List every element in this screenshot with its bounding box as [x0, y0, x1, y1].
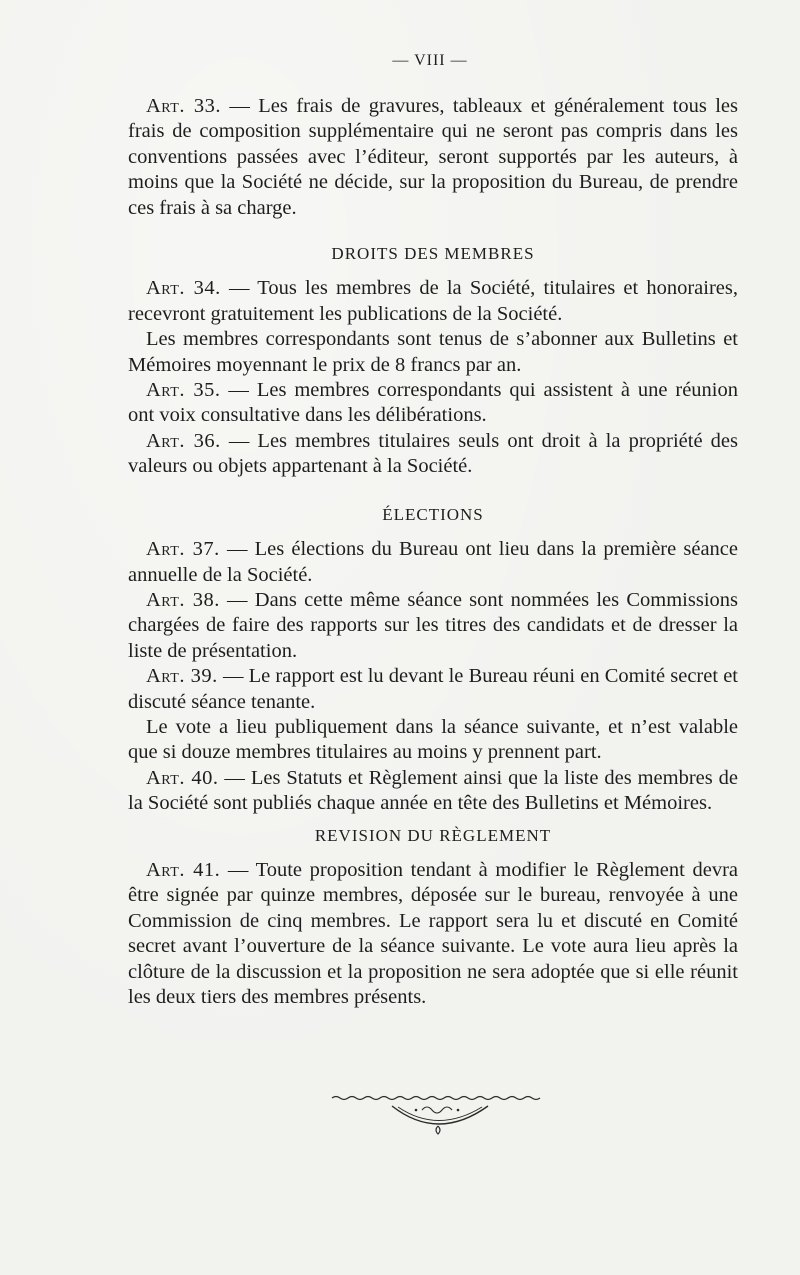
article-33: [128, 94, 738, 221]
article-label: Art. 39.: [146, 665, 218, 688]
paragraph-vote: Le vote a lieu publiquement dans la séance suivante, et n’est valable que si douze membres titulaires au moins y prennent part.: [128, 715, 738, 764]
article-37: [128, 537, 738, 588]
article-text: — Le rapport est lu devant le Bureau réuni en Comité secret et discuté séance tenante.: [128, 665, 739, 713]
article-label: Art. 33.: [146, 95, 221, 117]
article-label: Art. 34.: [146, 277, 221, 300]
article-label: Art. 40.: [146, 766, 219, 789]
article-text: — Les Statuts et Règlement ainsi que la liste des membres de la Société sont publiés chaque année en tête des Bulletins et Mémoires.: [128, 766, 738, 815]
article-label: Art. 37.: [146, 538, 220, 561]
article-35: [128, 378, 738, 429]
article-text: — Toute proposition tendant à modifier le Règlement devra être signée par quinze membres, déposée sur le bureau, renvoyée à une Commission de cinq membres. Le rapport sera lu et discuté en Comité secret avant l’ouverture de la séance suivante. Le vote aura lieu après la clôture de la discussion et la proposition ne sera adoptée que si elle réunit les deux tiers des membres présents.: [128, 858, 739, 1008]
article-text: — Tous les membres de la Société, titulaires et honoraires, recevront gratuitement les publications de la Société.: [128, 277, 738, 325]
article-label: Art. 38.: [146, 588, 220, 611]
section-heading-droits: DROITS DES MEMBRES: [331, 244, 535, 264]
section-heading-elections: ÉLECTIONS: [382, 504, 484, 524]
tailpiece-ornament-icon: [330, 1090, 545, 1140]
article-41: [128, 858, 738, 1010]
article-38: [128, 588, 738, 664]
article-text: — Les élections du Bureau ont lieu dans la première séance annuelle de la Société.: [128, 538, 739, 586]
section-heading-revision: REVISION DU RÈGLEMENT: [314, 825, 552, 845]
article-text: — Les membres titulaires seuls ont droit à la propriété des valeurs ou objets appartenant à la Société.: [128, 429, 738, 478]
article-39: [128, 664, 738, 715]
page-number: — VIII —: [392, 52, 468, 69]
article-text: — Dans cette même séance sont nommées les Commissions chargées de faire des rapports sur les titres des candidats et de dresser la liste de présentation.: [128, 588, 738, 662]
article-36: [128, 429, 738, 480]
article-label: Art. 41.: [146, 858, 221, 881]
page-body: [128, 94, 738, 1010]
paragraph-correspondants: Les membres correspondants sont tenus de s’abonner aux Bulletins et Mémoires moyennant le prix de 8 francs par an.: [128, 328, 738, 376]
article-label: Art. 35.: [146, 379, 221, 402]
article-label: Art. 36.: [146, 429, 221, 452]
article-text: — Les frais de gravures, tableaux et généralement tous les frais de composition supplémentaire qui ne seront pas compris dans les conventions passées avec l’éditeur, seront supportés par les auteurs, à moins que la Société ne décide, sur la proposition du Bureau, de prendre ces frais à sa charge.: [128, 95, 738, 219]
article-40: [128, 766, 738, 817]
article-34: [128, 276, 738, 327]
article-text: — Les membres correspondants qui assistent à une réunion ont voix consultative dans les délibérations.: [128, 379, 738, 427]
